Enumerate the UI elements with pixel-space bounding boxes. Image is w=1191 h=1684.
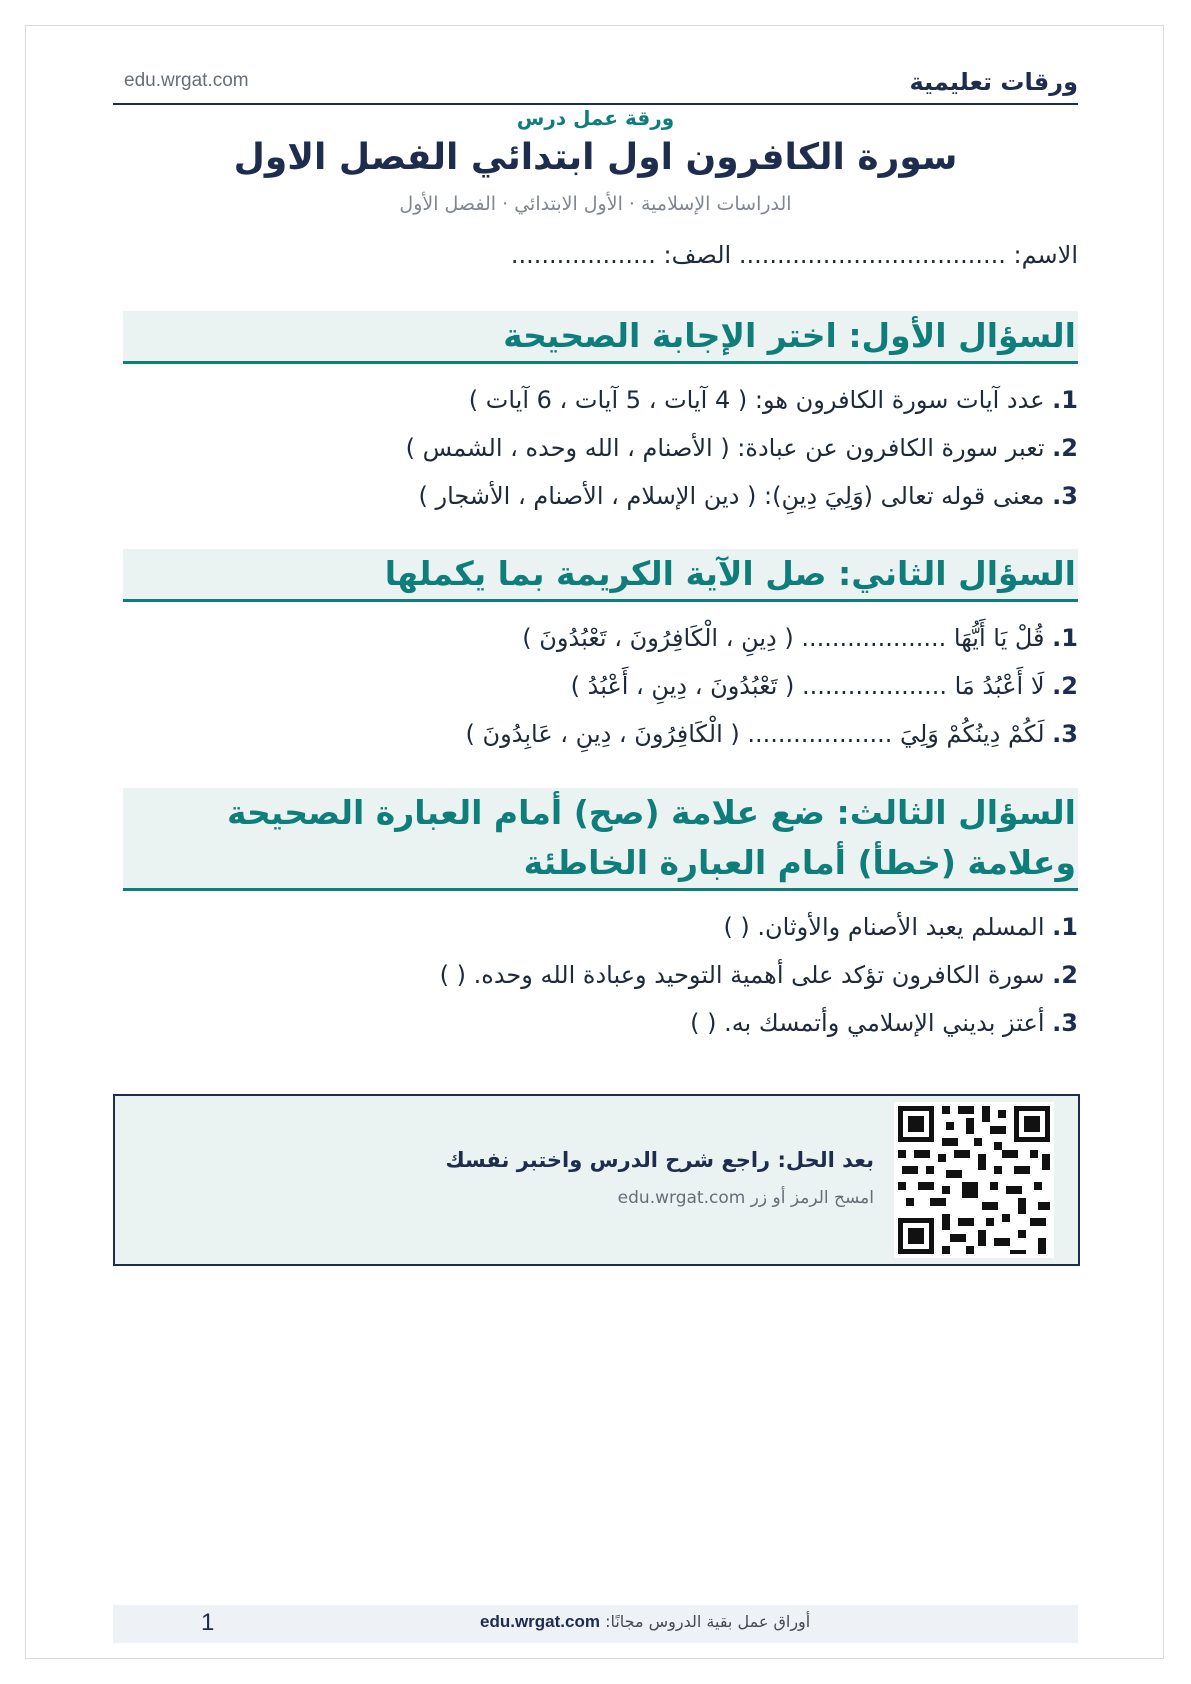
footer-text: أوراق عمل بقية الدروس مجانًا: bbox=[605, 1612, 811, 1631]
item-number: 1. bbox=[1052, 624, 1078, 652]
item-text: عدد آيات سورة الكافرون هو: ( 4 آيات ، 5 آيات ، 6 آيات ) bbox=[468, 386, 1045, 414]
worksheet-label: ورقة عمل درس bbox=[516, 106, 675, 130]
list-item bbox=[123, 614, 1078, 662]
brand-name: ورقات تعليمية bbox=[909, 68, 1078, 96]
page-number: 1 bbox=[201, 1609, 215, 1636]
list-item bbox=[123, 999, 1078, 1047]
item-text: معنى قوله تعالى (وَلِيَ دِينِ): ( دين الإسلام ، الأصنام ، الأشجار ) bbox=[418, 482, 1045, 510]
item-text: المسلم يعبد الأصنام والأوثان. ( ) bbox=[723, 913, 1045, 941]
item-text: أعتز بديني الإسلامي وأتمسك به. ( ) bbox=[690, 1009, 1045, 1037]
page-subtitle: الدراسات الإسلامية · الأول الابتدائي · الفصل الأول bbox=[399, 193, 792, 215]
header-divider bbox=[113, 103, 1078, 105]
footer-note bbox=[480, 1612, 810, 1632]
section-heading-2: السؤال الثاني: صل الآية الكريمة بما يكملها bbox=[123, 549, 1078, 602]
item-text: قُلْ يَا أَيُّهَا ................... ( دِينِ ، الْكَافِرُونَ ، تَعْبُدُونَ ) bbox=[522, 624, 1045, 652]
item-number: 1. bbox=[1052, 913, 1078, 941]
item-number: 3. bbox=[1052, 482, 1078, 510]
page-title: سورة الكافرون اول ابتدائي الفصل الاول bbox=[233, 137, 958, 178]
section-heading-3: السؤال الثالث: ضع علامة (صح) أمام العبارة الصحيحة وعلامة (خطأ) أمام العبارة الخاطئة bbox=[123, 788, 1078, 891]
list-item bbox=[123, 710, 1078, 758]
qr-callout-box bbox=[113, 1094, 1080, 1266]
list-item bbox=[123, 472, 1078, 520]
question-list-2 bbox=[123, 614, 1078, 758]
question-list-1 bbox=[123, 376, 1078, 520]
item-number: 3. bbox=[1052, 1009, 1078, 1037]
qr-callout-hint: امسح الرمز أو زر edu.wrgat.com bbox=[617, 1188, 874, 1208]
list-item bbox=[123, 903, 1078, 951]
item-text: سورة الكافرون تؤكد على أهمية التوحيد وعبادة الله وحده. ( ) bbox=[439, 961, 1045, 989]
item-number: 2. bbox=[1052, 434, 1078, 462]
footer-site-link[interactable]: edu.wrgat.com bbox=[480, 1612, 600, 1631]
site-url-top[interactable]: edu.wrgat.com bbox=[124, 70, 249, 91]
footer bbox=[113, 1605, 1078, 1643]
list-item bbox=[123, 424, 1078, 472]
list-item bbox=[123, 376, 1078, 424]
item-text: لَا أَعْبُدُ مَا ................... ( تَعْبُدُونَ ، دِينِ ، أَعْبُدُ ) bbox=[570, 672, 1045, 700]
item-number: 2. bbox=[1052, 672, 1078, 700]
question-list-3 bbox=[123, 903, 1078, 1047]
item-text: لَكُمْ دِينُكُمْ وَلِيَ ................... ( الْكَافِرُونَ ، دِينِ ، عَابِدُونَ ) bbox=[465, 720, 1045, 748]
qr-code-icon[interactable] bbox=[894, 1102, 1054, 1258]
item-number: 2. bbox=[1052, 961, 1078, 989]
item-number: 1. bbox=[1052, 386, 1078, 414]
item-number: 3. bbox=[1052, 720, 1078, 748]
list-item bbox=[123, 951, 1078, 999]
student-name-line: الاسم: ................................... الصف: ................... bbox=[510, 241, 1078, 269]
qr-callout-title: بعد الحل: راجع شرح الدرس واختبر نفسك bbox=[445, 1148, 874, 1172]
item-text: تعبر سورة الكافرون عن عبادة: ( الأصنام ، الله وحده ، الشمس ) bbox=[405, 434, 1045, 462]
section-heading-1: السؤال الأول: اختر الإجابة الصحيحة bbox=[123, 311, 1078, 364]
list-item bbox=[123, 662, 1078, 710]
